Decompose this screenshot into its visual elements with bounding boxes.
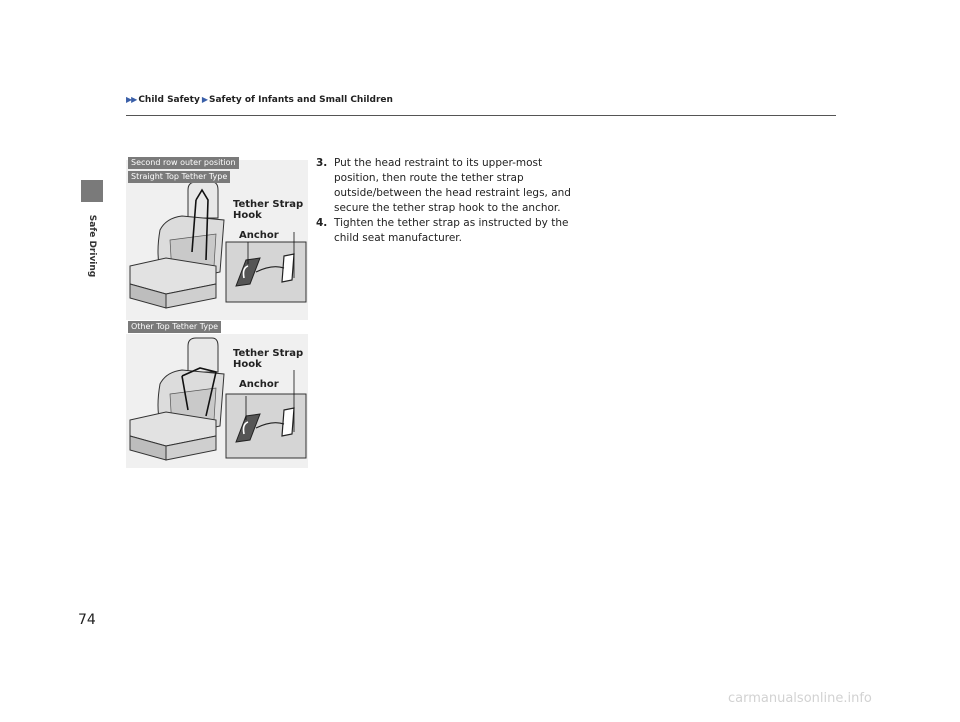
step-item: 4. Tighten the tether strap as instructed by the child seat manufacturer. bbox=[316, 217, 569, 244]
breadcrumb-arrow-icon: ▶ bbox=[201, 95, 207, 104]
figure-straight-top-tether bbox=[126, 160, 308, 320]
step-item: 3. Put the head restraint to its upper-most position, then route the tether strap outside/between the head restraint legs, and secure the tether strap hook to the anchor. bbox=[316, 157, 571, 214]
figure-label-position: Second row outer position bbox=[128, 157, 239, 169]
instruction-steps bbox=[316, 156, 576, 246]
page-number: 74 bbox=[78, 612, 96, 628]
breadcrumb bbox=[126, 95, 393, 105]
header-divider bbox=[126, 115, 836, 116]
seat-illustration bbox=[126, 160, 308, 320]
callout-tether-strap-hook: Tether Strap Hook bbox=[233, 348, 304, 370]
breadcrumb-item-safety-of-infants[interactable]: Safety of Infants and Small Children bbox=[208, 95, 393, 105]
figure-label-type: Other Top Tether Type bbox=[128, 321, 221, 333]
figure-label-type: Straight Top Tether Type bbox=[128, 171, 230, 183]
callout-anchor: Anchor bbox=[239, 379, 279, 390]
callout-anchor: Anchor bbox=[239, 230, 279, 241]
watermark: carmanualsonline.info bbox=[728, 691, 872, 706]
section-tab-marker bbox=[81, 180, 103, 202]
breadcrumb-arrow-icon: ▶▶ bbox=[126, 95, 137, 104]
callout-tether-strap-hook: Tether Strap Hook bbox=[233, 199, 304, 221]
breadcrumb-item-child-safety[interactable]: Child Safety bbox=[138, 95, 200, 105]
section-label: Safe Driving bbox=[87, 214, 97, 278]
